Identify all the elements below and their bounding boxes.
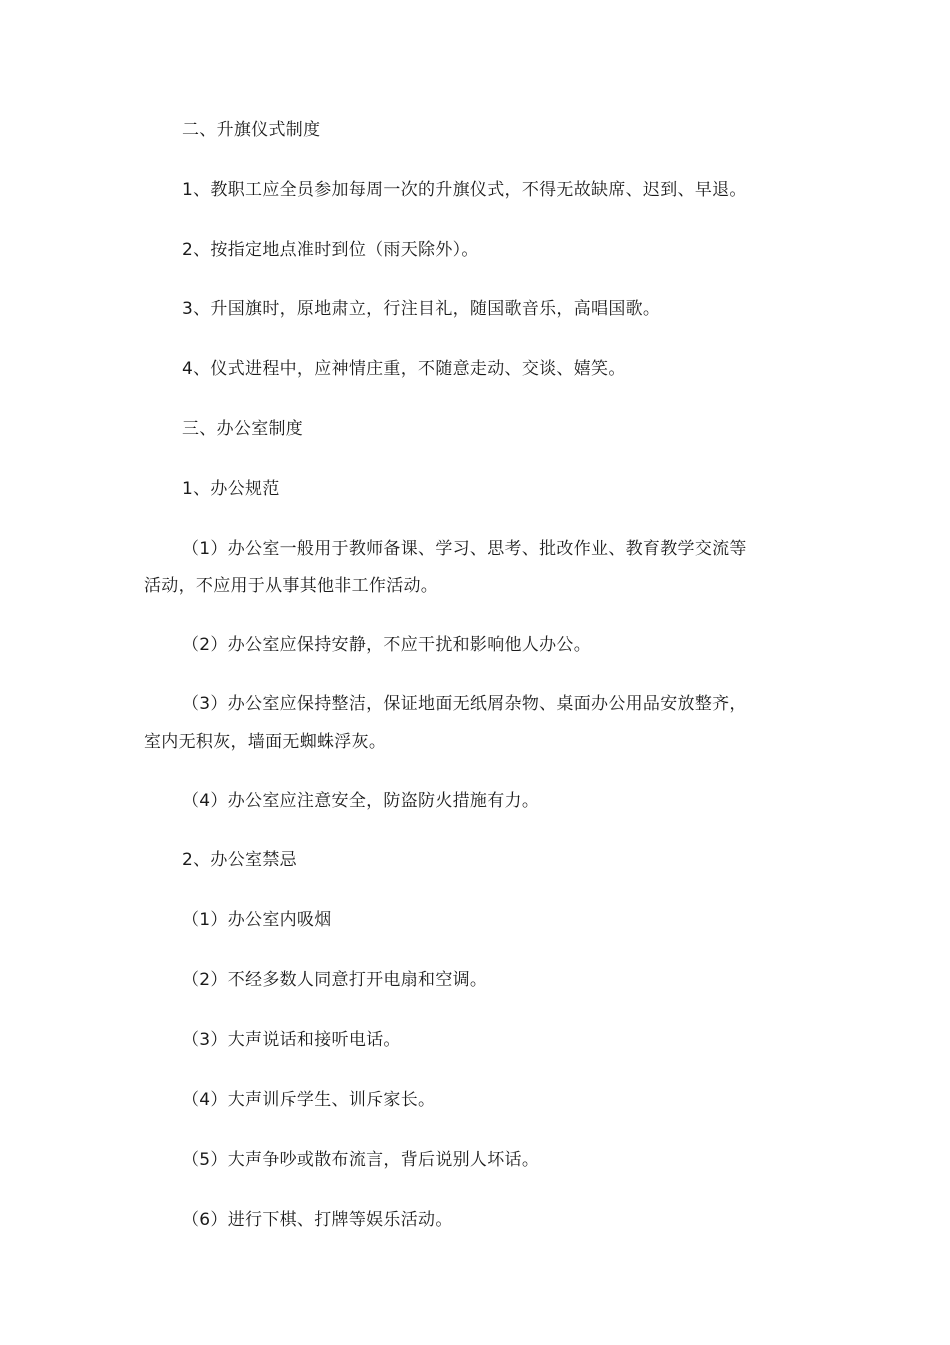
list-item: （5）大声争吵或散布流言，背后说别人坏话。	[182, 1150, 540, 1170]
list-item: （4）大声训斥学生、训斥家长。	[182, 1090, 436, 1110]
paragraph-line: （4）办公室应注意安全，防盗防火措施有力。	[182, 791, 540, 811]
paragraph: 3、升国旗时，原地肃立，行注目礼，随国歌音乐，高唱国歌。	[182, 299, 661, 319]
paragraph-line: 活动，不应用于从事其他非工作活动。	[144, 576, 439, 596]
paragraph: 4、仪式进程中，应神情庄重，不随意走动、交谈、嬉笑。	[182, 359, 626, 379]
subsection-heading: 1、办公规范	[182, 479, 280, 499]
paragraph-line: 室内无积灰，墙面无蜘蛛浮灰。	[144, 732, 387, 752]
subsection-heading: 2、办公室禁忌	[182, 850, 297, 870]
list-item: （6）进行下棋、打牌等娱乐活动。	[182, 1210, 453, 1230]
paragraph-line: （3）办公室应保持整洁，保证地面无纸屑杂物、桌面办公用品安放整齐，	[182, 694, 747, 714]
list-item: （3）大声说话和接听电话。	[182, 1030, 401, 1050]
paragraph: 1、教职工应全员参加每周一次的升旗仪式，不得无故缺席、迟到、早退。	[182, 180, 747, 200]
section-heading: 二、升旗仪式制度	[182, 120, 321, 140]
list-item: （1）办公室内吸烟	[182, 910, 332, 930]
list-item: （2）不经多数人同意打开电扇和空调。	[182, 970, 488, 990]
section-heading: 三、办公室制度	[182, 419, 304, 439]
paragraph-line: （2）办公室应保持安静，不应干扰和影响他人办公。	[182, 635, 592, 655]
paragraph: 2、按指定地点准时到位（雨天除外）。	[182, 240, 479, 260]
paragraph-line: （1）办公室一般用于教师备课、学习、思考、批改作业、教育教学交流等	[182, 539, 747, 559]
